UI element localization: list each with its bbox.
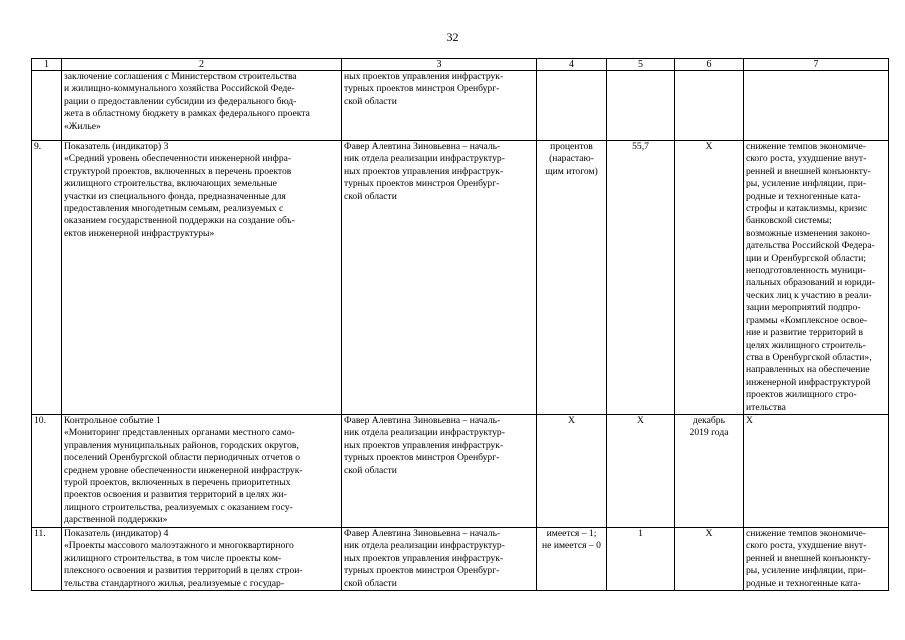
column-header: 1 xyxy=(32,59,62,71)
table-row xyxy=(32,414,889,527)
date-cell: декабрь 2019 года xyxy=(675,414,744,527)
column-number-row xyxy=(32,59,889,71)
row-number: 9. xyxy=(32,141,62,415)
unit-cell xyxy=(537,71,607,141)
value-cell: 1 xyxy=(607,527,675,590)
responsible-cell: Фавер Алевтина Зиновьевна – началь- ник отдела реализации инфраструктур- ных проектов управления инфраструк- турных проектов минстроя Оренбург- ской области xyxy=(342,527,537,590)
value-cell xyxy=(607,71,675,141)
unit-cell: имеется – 1; не имеется – 0 xyxy=(537,527,607,590)
risk-cell xyxy=(744,71,889,141)
row-number: 10. xyxy=(32,414,62,527)
page-number: 32 xyxy=(446,30,459,44)
description-cell: Показатель (индикатор) 3 «Средний уровень обеспеченности инженерной инфра- структурой проектов, включенных в перечень проектов жилищного строительства, включающих земельные участки из специального фонда, предназначенные для предоставления многодетным семьям, реализуемых с оказанием государственной поддержки на создание объ- ектов инженерной инфраструктуры» xyxy=(62,141,342,415)
value-cell: 55,7 xyxy=(607,141,675,415)
table-row xyxy=(32,71,889,141)
responsible-cell: ных проектов управления инфраструк- турных проектов минстроя Оренбург- ской области xyxy=(342,71,537,141)
value-cell: X xyxy=(607,414,675,527)
description-cell: заключение соглашения с Министерством строительства и жилищно-коммунального хозяйства Российской Феде- рации о предоставлении субсидии из федерального бюд- жета в областному бюджету в рамках федерального проекта «Жилье» xyxy=(62,71,342,141)
responsible-cell: Фавер Алевтина Зиновьевна – началь- ник отдела реализации инфраструктур- ных проектов управления инфраструк- турных проектов минстроя Оренбург- ской области xyxy=(342,414,537,527)
risk-cell: X xyxy=(744,414,889,527)
responsible-cell: Фавер Алевтина Зиновьевна – началь- ник отдела реализации инфраструктур- ных проектов управления инфраструк- турных проектов минстроя Оренбург- ской области xyxy=(342,141,537,415)
description-cell: Показатель (индикатор) 4 «Проекты массового малоэтажного и многоквартирного жилищного строительства, в том числе проекты ком- плексного освоения и развития территорий в целях строи- тельства стандартного жилья, реализуемые с государ- xyxy=(62,527,342,590)
unit-cell: процентов (нарастаю- щим итогом) xyxy=(537,141,607,415)
table-row xyxy=(32,527,889,590)
table-row xyxy=(32,141,889,415)
date-cell: X xyxy=(675,141,744,415)
date-cell: X xyxy=(675,527,744,590)
column-header: 7 xyxy=(744,59,889,71)
column-header: 4 xyxy=(537,59,607,71)
risk-cell: снижение темпов экономиче- ского роста, ухудшение внут- ренней и внешней конъюнкту- ры, усиление инфляции, при- родные и техногенные ката- строфы и катаклизмы, кризис банковской системы; возможные изменения законо- дательства Российской Федера- ции и Оренбургской области; неподготовленность муници- пальных образований и юриди- ческих лиц к участию в реали- зации мероприятий подпро- граммы «Комплексное освое- ние и развитие территорий в целях жилищного строитель- ства в Оренбургской области», направленных на обеспечение инженерной инфраструктурой проектов жилищного стро- ительства xyxy=(744,141,889,415)
unit-cell: X xyxy=(537,414,607,527)
description-cell: Контрольное событие 1 «Мониторинг представленных органами местного само- управления муниципальных районов, городских округов, поселений Оренбургской области периодичных отчетов о среднем уровне обеспеченности инженерной инфраструк- турой проектов, включенных в перечень приоритетных проектов освоения и развития территорий в целях жи- лищного строительства, реализуемых с оказанием госу- дарственной поддержки» xyxy=(62,414,342,527)
date-cell xyxy=(675,71,744,141)
column-header: 6 xyxy=(675,59,744,71)
indicator-table xyxy=(31,58,889,591)
row-number xyxy=(32,71,62,141)
column-header: 3 xyxy=(342,59,537,71)
column-header: 2 xyxy=(62,59,342,71)
row-number: 11. xyxy=(32,527,62,590)
risk-cell: снижение темпов экономиче- ского роста, ухудшение внут- ренней и внешней конъюнкту- ры, усиление инфляции, при- родные и техногенные ката- xyxy=(744,527,889,590)
column-header: 5 xyxy=(607,59,675,71)
